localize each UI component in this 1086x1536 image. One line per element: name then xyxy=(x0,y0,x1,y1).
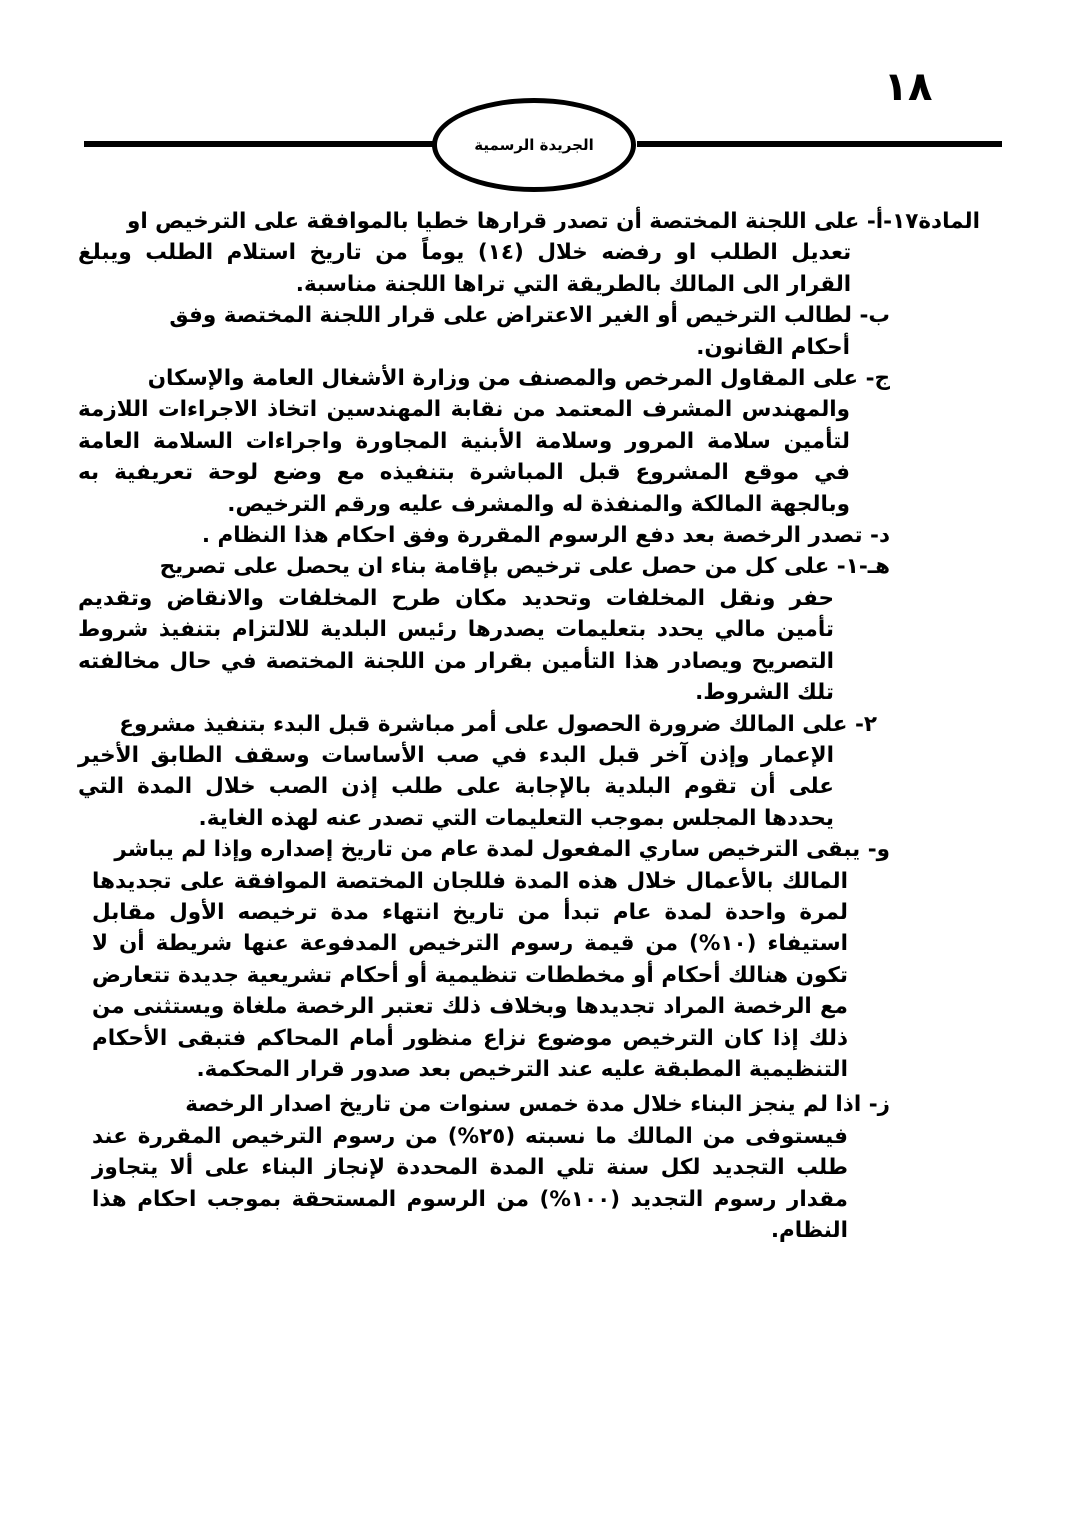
clause-w-text: يبقى الترخيص ساري المفعول لمدة عام من تاريخ إصداره وإذا لم يباشر xyxy=(114,837,861,863)
clause-w-mark: و- xyxy=(860,837,890,863)
clause-c-continuation: والمهندس المشرف المعتمد من نقابة المهندسين اتخاذ الاجراءات اللازمة لتأمين سلامة المرور وسلامة الأبنية المجاورة واجراءات السلامة العامة في موقع المشروع قبل المباشرة بتنفيذه مع وضع لوحة تعريفية به وبالجهة المالكة والمنفذة له والمشرف عليه ورقم الترخيص. xyxy=(78,397,850,517)
clause-h-2-text: على المالك ضرورة الحصول على أمر مباشرة قبل البدء بتنفيذ مشروع xyxy=(119,711,848,737)
clause-h-2-first-line xyxy=(78,709,877,740)
article-body xyxy=(78,206,980,1246)
masthead-title: الجريدة الرسمية xyxy=(474,136,594,154)
clause-h-1-mark: هـ-١- xyxy=(829,554,890,580)
article-label: المادة١٧- xyxy=(883,209,980,234)
clause-d-mark: د- xyxy=(862,523,890,549)
clause-z-continuation: فيستوفى من المالك ما نسبته (٢٥%) من رسوم الترخيص المقررة عند طلب التجديد لكل سنة تلي المدة المحددة لإنجاز البناء على ألا يتجاوز مقدار رسوم التجديد (١٠٠%) من الرسوم المستحقة بموجب احكام هذا النظام. xyxy=(92,1123,848,1243)
clause-c xyxy=(78,363,890,520)
clause-d xyxy=(78,520,890,551)
header-rule-right xyxy=(637,141,1002,147)
clause-w-first-line xyxy=(92,834,890,865)
clause-c-first-line xyxy=(78,363,890,394)
clause-a-mark: أ- xyxy=(859,209,884,234)
clause-b xyxy=(78,300,890,363)
clause-z xyxy=(78,1089,890,1246)
clause-a-continuation: تعديل الطلب او رفضه خلال (١٤) يوماً من تاريخ استلام الطلب ويبلغ القرار الى المالك بالطريقة التي تراها اللجنة مناسبة. xyxy=(78,240,852,297)
clause-b-first-line xyxy=(78,300,890,331)
clause-c-mark: ج- xyxy=(858,366,890,392)
clause-w xyxy=(78,834,890,1085)
clause-z-first-line xyxy=(92,1089,890,1120)
clause-h-1-continuation: حفر ونقل المخلفات وتحديد مكان طرح المخلفات والانقاض وتقديم تأمين مالي يحدد بتعليمات يصدرها رئيس البلدية للالتزام بتنفيذ شروط التصريح ويصادر هذا التأمين بقرار من اللجنة المختصة في حال مخالفته تلك الشروط. xyxy=(78,585,834,706)
clause-b-mark: ب- xyxy=(851,303,890,329)
clause-h-2 xyxy=(78,709,877,835)
clause-b-text: لطالب الترخيص أو الغير الاعتراض على قرار اللجنة المختصة وفق xyxy=(169,303,852,329)
clause-d-text: تصدر الرخصة بعد دفع الرسوم المقررة وفق احكام هذا النظام . xyxy=(201,523,863,549)
clause-h-1-text: على كل من حصل على ترخيص بإقامة بناء ان يحصل على تصريح xyxy=(159,554,830,580)
clause-z-mark: ز- xyxy=(861,1092,890,1118)
clause-d-first-line xyxy=(78,520,890,551)
clause-a xyxy=(78,206,883,300)
page-number: ١٨ xyxy=(883,64,933,110)
clause-h-2-mark: ٢- xyxy=(847,711,877,737)
clause-h-1-first-line xyxy=(78,551,890,582)
clause-h-1 xyxy=(78,551,890,708)
article-17 xyxy=(78,206,980,300)
clause-w-continuation: المالك بالأعمال خلال هذه المدة فللجان المختصة الموافقة على تجديدها لمرة واحدة لمدة عام تبدأ من تاريخ انتهاء مدة ترخيصه الأول مقابل استيفاء (١٠%) من قيمة رسوم الترخيص المدفوعة عنها شريطة أن لا تكون هنالك أحكام أو مخططات تنظيمية أو أحكام تشريعية جديدة تتعارض مع الرخصة المراد تجديدها وبخلاف ذلك تعتبر الرخصة ملغاة ويستثنى من ذلك إذا كان الترخيص موضوع نزاع منظور أمام المحاكم فتبقى الأحكام التنظيمية المطبقة عليه عند الترخيص بعد صدور قرار المحكمة. xyxy=(92,868,848,1082)
clause-a-first-line xyxy=(78,206,883,237)
clause-z-text: اذا لم ينجز البناء خلال مدة خمس سنوات من تاريخ اصدار الرخصة xyxy=(185,1092,862,1118)
clause-b-continuation: أحكام القانون. xyxy=(696,334,850,360)
header-rule-left xyxy=(84,141,444,147)
clause-a-text: على اللجنة المختصة أن تصدر قرارها خطيا بالموافقة على الترخيص او xyxy=(126,209,860,234)
masthead-oval xyxy=(432,98,636,192)
clause-c-text: على المقاول المرخص والمصنف من وزارة الأشغال العامة والإسكان xyxy=(147,366,859,392)
clause-h-2-continuation: الإعمار وإذن آخر قبل البدء في صب الأساسات وسقف الطابق الأخير على أن تقوم البلدية بالإجابة على طلب إذن الصب خلال المدة التي يحددها المجلس بموجب التعليمات التي تصدر عنه لهذه الغاية. xyxy=(78,742,834,831)
